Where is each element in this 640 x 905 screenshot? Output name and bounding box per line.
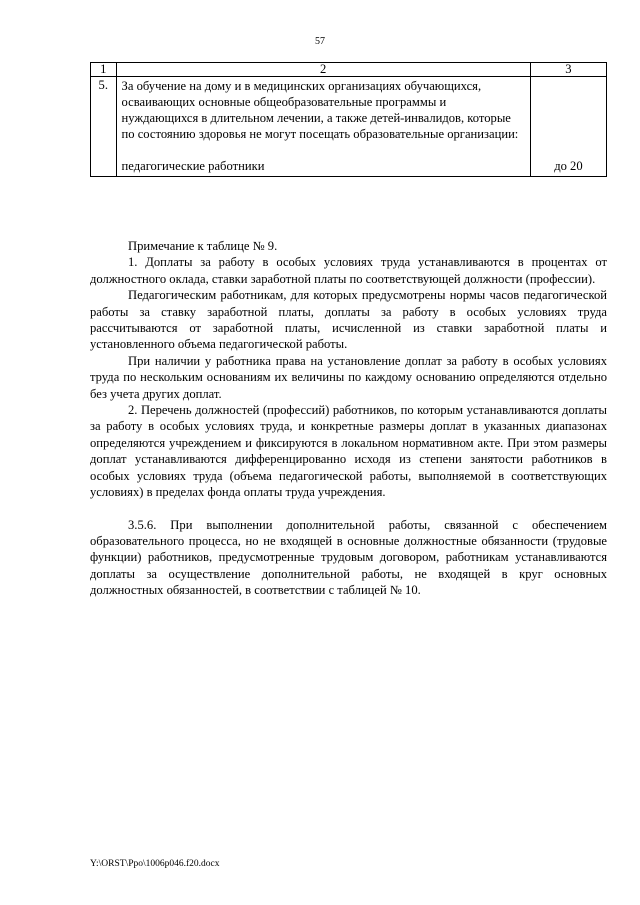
note-paragraph-3: При наличии у работника права на установление доплат за работу в особых условиях труда по нескольким основаниям их величины по каждому основанию определяются отдельно без учета других доплат. <box>90 353 607 401</box>
document-body <box>90 238 607 599</box>
row-description: За обучение на дому и в медицинских организациях обучающихся, осваивающих основные общеобразовательные программы и нуждающихся в длительном лечении, а также детей-инвалидов, которые по состоянию здоровья не могут посещать образовательные организации: <box>121 79 519 141</box>
note-paragraph-1: 1. Доплаты за работу в особых условиях труда устанавливаются в процентах от должностного оклада, ставки заработной платы по соответствующей должности (профессии). <box>90 255 607 286</box>
column-header-3: 3 <box>530 63 606 77</box>
table-header-row <box>91 63 607 77</box>
row-number: 5. <box>91 77 117 177</box>
row-value: до 20 <box>530 77 606 177</box>
row-subitem: педагогические работники <box>121 159 265 173</box>
column-header-1: 1 <box>91 63 117 77</box>
note-paragraph-4: 2. Перечень должностей (профессий) работников, по которым устанавливаются доплаты за работу в особых условиях труда, и конкретные размеры доплат в указанных диапазонах определяются учреждением и фиксируются в локальном нормативном акте. При этом размеры доплат устанавливаются дифференцированно исходя из степени занятости работников в особых условиях труда (объема педагогической работы, выполняемой в соответствующих условиях) в пределах фонда оплаты труда учреждения. <box>90 403 607 500</box>
allowance-table <box>90 62 607 177</box>
page-number: 57 <box>315 36 325 47</box>
section-3-5-6: 3.5.6. При выполнении дополнительной работы, связанной с обеспечением образовательного процесса, но не входящей в основные должностные обязанности (трудовые функции) работников, предусмотренные трудовым договором, работникам устанавливаются доплаты за осуществление дополнительной работы, не входящей в круг основных должностных обязанностей, в соответствии с таблицей № 10. <box>90 517 607 598</box>
note-title: Примечание к таблице № 9. <box>128 239 278 253</box>
note-paragraph-2: Педагогическим работникам, для которых предусмотрены нормы часов педагогической работы за ставку заработной платы, доплаты за работу в особых условиях труда рассчитываются от заработной платы, исчисленной из ставки заработной платы и установленного объема педагогической работы. <box>90 288 607 352</box>
row-description-cell <box>116 77 530 177</box>
table-row <box>91 77 607 177</box>
footer-file-path: Y:\ORST\Ppo\1006p046.f20.docx <box>90 859 220 869</box>
row-spacer <box>122 142 526 158</box>
column-header-2: 2 <box>116 63 530 77</box>
